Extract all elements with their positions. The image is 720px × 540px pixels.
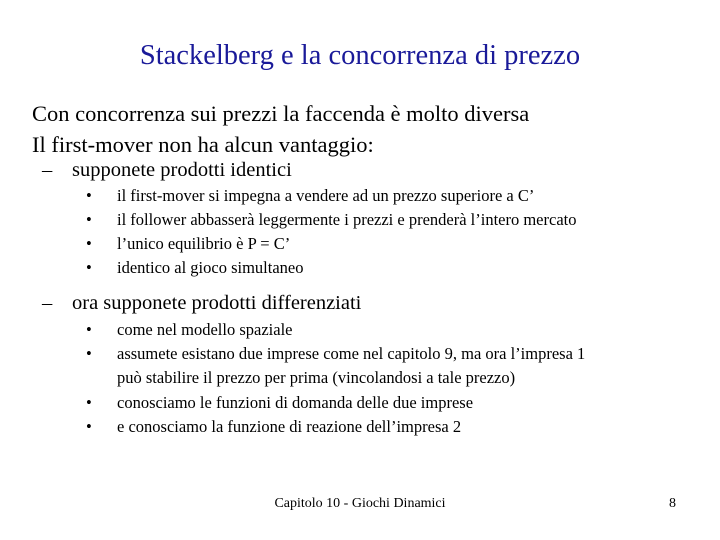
list-item-text: l’unico equilibrio è P = C’ [117,234,291,253]
list-item-text: il follower abbasserà leggermente i prezzi e prenderà l’intero mercato [117,210,577,229]
footer-chapter: Capitolo 10 - Giochi Dinamici [274,496,446,511]
list-item-text: conosciamo le funzioni di domanda delle due imprese [117,393,474,412]
bullet-marker: • [86,320,92,339]
bullet-marker: • [86,258,92,277]
intro-line-2: Il first-mover non ha alcun vantaggio: [32,132,374,157]
bullet-marker: • [86,234,92,253]
bullet-marker: • [86,393,92,412]
list-item-text: identico al gioco simultaneo [117,258,304,277]
section-2-heading: ora supponete prodotti differenziati [72,292,362,314]
list-item-text: e conosciamo la funzione di reazione dell’impresa 2 [117,417,462,436]
bullet-marker: • [86,417,92,436]
list-item-text: come nel modello spaziale [117,320,293,339]
section-1-heading-row [42,159,292,182]
bullet-marker: • [86,344,92,363]
list-item-text: assumete esistano due imprese come nel capitolo 9, ma ora l’impresa 1 [117,344,586,363]
section-1-heading: supponete prodotti identici [72,159,292,181]
intro-line-1: Con concorrenza sui prezzi la faccenda è molto diversa [32,101,530,126]
page-number: 8 [669,496,676,511]
list-item-text: può stabilire il prezzo per prima (vincolandosi a tale prezzo) [117,368,516,387]
dash-marker: – [42,292,53,314]
dash-marker: – [42,159,53,181]
bullet-marker: • [86,186,92,205]
section-2-heading-row [42,292,361,315]
list-item-text: il first-mover si impegna a vendere ad un prezzo superiore a C’ [117,186,535,205]
slide-title: Stackelberg e la concorrenza di prezzo [139,40,581,71]
bullet-marker: • [86,210,92,229]
